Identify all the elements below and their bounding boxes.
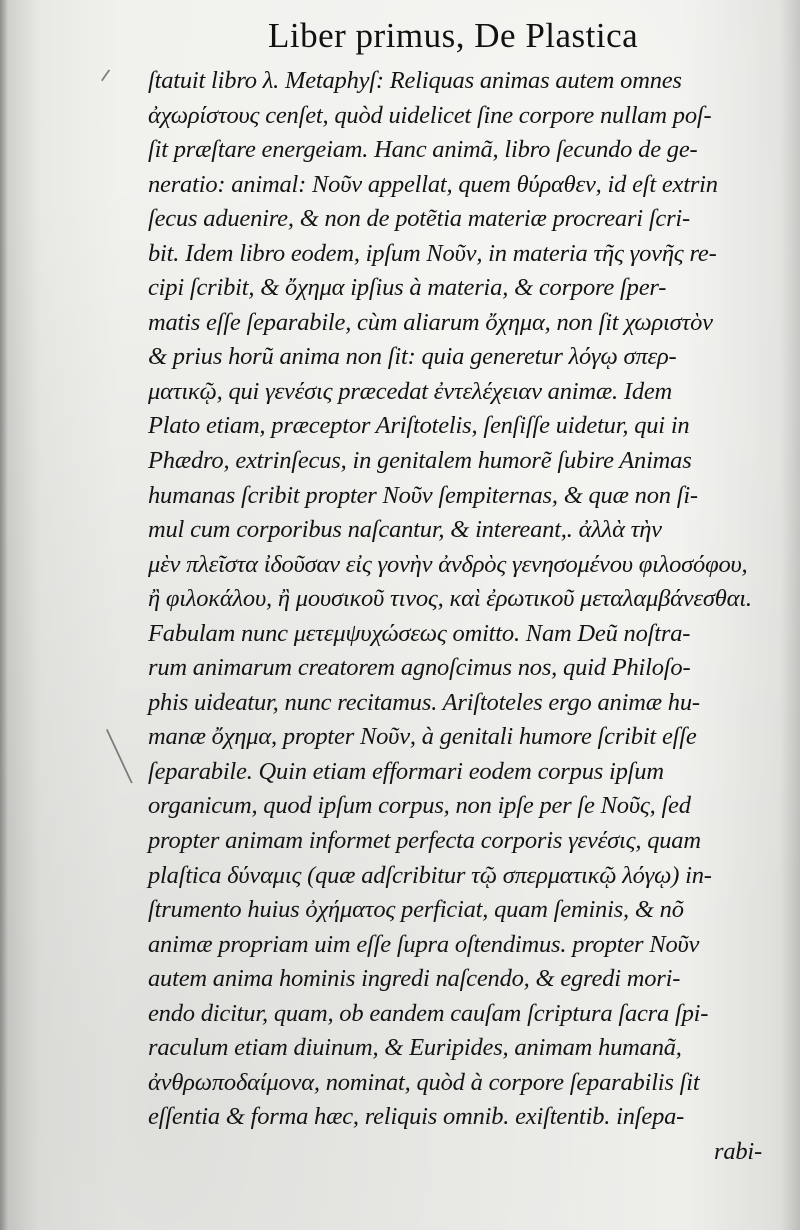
- text-line: ἀνθρωποδαίμονα, nominat, quòd à corpore ſeparabilis ſit: [148, 1068, 700, 1096]
- margin-ink-mark: [106, 726, 139, 784]
- text-line: ἀχωρίστους cenſet, quòd uidelicet ſine corpore nullam poſ-: [148, 101, 712, 129]
- text-line: propter animam informet perfecta corporis γενέσις, quam: [148, 827, 701, 855]
- text-line: mul cum corporibus naſcantur, & intereant,. ἀλλὰ τὴν: [148, 516, 662, 544]
- text-line: ſit præſtare energeiam. Hanc animã, libro ſecundo de ge-: [148, 136, 698, 164]
- text-line: ματικῷ, qui γενέσις præcedat ἐντελέχειαν animæ. Idem: [148, 377, 673, 405]
- text-line: phis uideatur, nunc recitamus. Ariſtoteles ergo animæ hu-: [148, 688, 700, 716]
- text-line: ſtrumento huius ὀχήματος perficiat, quam ſeminis, & nõ: [148, 896, 684, 924]
- text-line: & prius horũ anima non ſit: quia generetur λόγῳ σπερ-: [148, 343, 677, 371]
- margin-ink-mark: [101, 69, 116, 85]
- text-line: rum animarum creatorem agnoſcimus nos, quid Philoſo-: [148, 654, 691, 682]
- text-line: endo dicitur, quam, ob eandem cauſam ſcriptura ſacra ſpi-: [148, 999, 709, 1027]
- text-line: organicum, quod ipſum corpus, non ipſe per ſe Νοῦς, ſed: [148, 792, 691, 820]
- text-line: raculum etiam diuinum, & Euripides, animam humanã,: [148, 1034, 682, 1062]
- greek-quote-line: μὲν πλεῖστα ἰδοῦσαν εἰς γονὴν ἀνδρὸς γενησομένου φιλοσόφου,: [148, 550, 748, 578]
- text-line: ſtatuit libro λ. Metaphyſ: Reliquas animas autem omnes: [148, 67, 682, 94]
- running-head: Liber primus, De Plastica: [268, 16, 639, 55]
- text-line: ſecus aduenire, & non de potẽtia materiæ procreari ſcri-: [148, 205, 691, 233]
- text-line: animæ propriam uim eſſe ſupra oſtendimus. propter Νοῦν: [148, 930, 700, 958]
- text-line: eſſentia & forma hæc, reliquis omnib. exiſtentib. inſepa-: [148, 1103, 685, 1131]
- text-line: plaſtica δύναμις (quæ adſcribitur τῷ σπερματικῷ λόγῳ) in-: [148, 861, 712, 889]
- text-line: ſeparabile. Quin etiam efformari eodem corpus ipſum: [148, 757, 664, 785]
- body-text: [148, 64, 768, 1170]
- text-line: Phædro, extrinſecus, in genitalem humorẽ ſubire Animas: [148, 447, 692, 475]
- catchword: rabi-: [713, 1137, 762, 1165]
- text-line: cipi ſcribit, & ὄχημα ipſius à materia, & corpore ſper-: [148, 274, 667, 302]
- text-line: humanas ſcribit propter Νοῦν ſempiternas, & quæ non ſi-: [148, 481, 698, 509]
- text-line: neratio: animal: Νοῦν appellat, quem θύραθεν, id eſt extrin: [148, 170, 718, 198]
- text-line: matis eſſe ſeparabile, cùm aliarum ὄχημα, non ſit χωριστὸν: [148, 308, 713, 336]
- text-line: autem anima hominis ingredi naſcendo, & egredi mori-: [148, 965, 681, 993]
- text-line: bit. Idem libro eodem, ipſum Νοῦν, in materia τῆς γονῆς re-: [148, 239, 717, 267]
- text-line: Plato etiam, præceptor Ariſtotelis, ſenſiſſe uidetur, qui in: [148, 412, 690, 440]
- text-line: manæ ὄχημα, propter Νοῦν, à genitali humore ſcribit eſſe: [148, 723, 697, 751]
- greek-quote-line: ἢ φιλοκάλου, ἢ μουσικοῦ τινος, καὶ ἐρωτικοῦ μεταλαμβάνεσθαι.: [148, 585, 752, 613]
- text-line: Fabulam nunc μετεμψυχώσεως omitto. Nam Deũ noſtra-: [148, 619, 691, 647]
